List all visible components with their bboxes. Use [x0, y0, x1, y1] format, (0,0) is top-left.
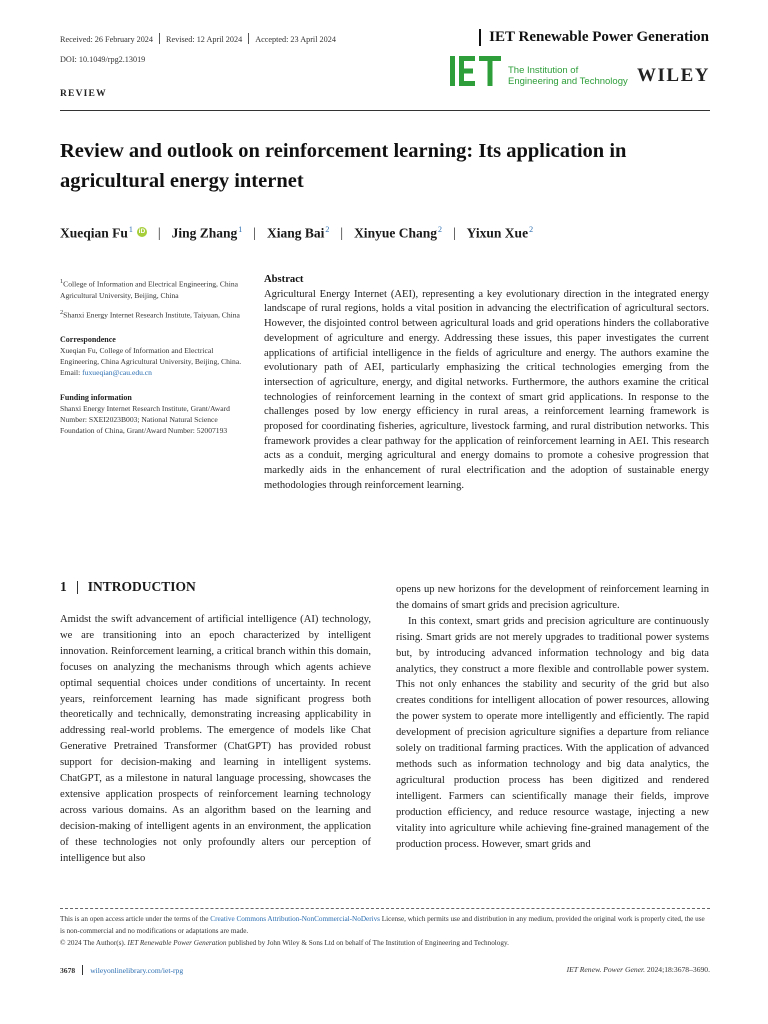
received-date: Received: 26 February 2024 [60, 35, 153, 44]
body-column-left: Amidst the swift advancement of artificial intelligence (AI) technology, we are transitioning into an epoch characterized by intelligent innovation. Reinforcement learning, a critical branch within this domain, focuses on analyzing the mechanisms through which agents achieve optimal sequential choices under conditions of uncertainty. In recent years, reinforcement learning has made significant progress both theoretically and technically, demonstrating increasing applicability in addressing real-world problems. The emergence of models like Chat Generative Pretrained Transformer (ChatGPT) has provided robust support for decision-making and learning in intelligent systems. ChatGPT, as a milestone in natural language processing, showcases the extensive application prospects of reinforcement learning technology across various domains. As an algorithm based on the learning and decision-making of intelligent agents in an environment, the application of these technologies not only profoundly alters our perception of intelligence but also [60, 614, 371, 864]
author-name[interactable]: Yixun Xue$^2$ [466, 225, 534, 241]
email-link[interactable]: fuxueqian@cau.edu.cn [82, 368, 152, 378]
accepted-date: Accepted: 23 April 2024 [255, 35, 336, 44]
affiliation: $^2$Shanxi Energy Internet Research Institute, Taiyuan, China [60, 308, 240, 320]
email-line: Email: fuxueqian@cau.edu.cn [60, 368, 152, 378]
divider: | [253, 225, 256, 241]
affiliation: $^1$College of Information and Electrical Engineering, China Agricultural University, Beijing, China [60, 278, 238, 300]
iet-name [508, 66, 628, 87]
license-notice [60, 913, 710, 949]
divider [479, 29, 481, 46]
funding-heading: Funding information [60, 393, 132, 403]
journal-website-link[interactable]: wileyonlinelibrary.com/iet-rpg [90, 966, 184, 975]
license-link[interactable]: Creative Commons Attribution-NonCommercial-NoDerivs [210, 915, 380, 923]
wiley-logo: WILEY [637, 65, 710, 86]
abstract-text: Agricultural Energy Internet (AEI), representing a key evolutionary direction in the integrated energy landscape of rural regions, holds a vital position in advancing the electrification of agricultural sectors. However, the disjointed control between agricultural loads and grid operations hinders the collaborative development of agriculture and energy. Addressing these issues, this paper investigates the current applications of artificial intelligence in the fields of agriculture and energy. The authors examine the evolutionary path of AEI, particularly emphasizing the critical technologies emerging from the intersection of agriculture, energy, and digital networks. Furthermore, the authors examine the critical technologies of reinforcement learning in the context of smart grid applications. In response to the challenges posed by low energy efficiency in rural areas, a reinforcement learning framework is proposed for coordinating fisheries, agriculture, livestock farming, and rural distribution networks. This framework provides a clear pathway for the application of reinforcement learning in AEI. This research acts as a conduit, merging agricultural and energy domains to promote a cohesive progression that markedly aids in the enhancement of rural electrification and the adoption of sustainable energy methodologies through reinforcement learning. [264, 288, 709, 491]
body-column-right [396, 582, 709, 852]
journal-name [479, 29, 709, 46]
author-name[interactable]: Jing Zhang$^1$ [171, 225, 243, 241]
article-type: REVIEW [60, 89, 107, 99]
divider: | [452, 225, 456, 241]
paragraph: opens up new horizons for the development of reinforcement learning in the domains of smart grids and precision agriculture. [396, 584, 709, 611]
doi[interactable]: DOI: 10.1049/rpg2.13019 [60, 55, 146, 64]
abstract [264, 273, 709, 494]
abstract-heading: Abstract [264, 274, 304, 285]
author-list [60, 225, 533, 242]
divider [77, 581, 78, 594]
copyright-text: © 2024 The Author(s). IET Renewable Power Generation published by John Wiley & Sons Ltd on behalf of The Institution of Engineering and Technology. [60, 939, 509, 947]
correspondence-heading: Correspondence [60, 335, 116, 345]
section-heading [60, 579, 196, 595]
divider: | [340, 225, 344, 241]
article-dates [60, 33, 336, 44]
iet-line-2: Engineering and Technology [508, 75, 628, 87]
orcid-icon[interactable]: iD [138, 228, 146, 236]
license-text: This is an open access article under the terms of the Creative Commons Attribution-NonCommercial-NoDerivs License, which permits use and distribution in any medium, provided the original work is properly cited, the use is non-commercial and no modifications or adaptations are made. [60, 915, 705, 935]
page-footer [60, 965, 710, 975]
section-title: INTRODUCTION [87, 579, 196, 594]
divider [82, 965, 83, 975]
publisher-logos [450, 56, 710, 88]
iet-line-1: The Institution of [508, 65, 579, 76]
section-number: 1 [60, 579, 67, 594]
divider [159, 33, 160, 44]
article-info-sidebar [60, 276, 250, 436]
divider: | [157, 225, 161, 241]
page-title: Review and outlook on reinforcement learning: Its application in agricultural energy internet [60, 140, 627, 192]
citation: IET Renew. Power Gener. 2024;18:3678–3690. [566, 965, 710, 974]
author-name[interactable]: Xinyue Chang$^2$ [354, 225, 442, 241]
divider [60, 908, 710, 909]
paragraph: In this context, smart grids and precision agriculture are continuously rising. Smart grids are not merely upgrades to traditional power systems but, by introducing advanced information technology and big data analytics, they construct a more flexible and controllable power system. This not only enhances the stability and security of the grid but also creates conditions for intelligent allocation of power resources, allowing the power system to operate more intelligently and efficiently. The rapid development of precision agriculture signifies a departure from reliance solely on traditional farming practices. With the application of advanced methods such as information technology and big data analytics, the agricultural production process has been digitized and rendered intelligent. Farmers can scientifically manage their fields, improve production efficiency, and reduce resource wastage, injecting a new vitality into agriculture while achieving fine-grained management of the production process. However, smart grids and [396, 615, 709, 850]
correspondence-text: Xueqian Fu, College of Information and Electrical Engineering, China Agricultural University, Beijing, China. [60, 346, 242, 367]
divider [60, 110, 710, 111]
revised-date: Revised: 12 April 2024 [166, 35, 243, 44]
iet-logo-icon [450, 56, 504, 86]
author-name[interactable]: Xiang Bai$^2$ [266, 225, 330, 241]
divider [248, 33, 249, 44]
page-number: 3678 [60, 966, 76, 975]
funding-text: Shanxi Energy Internet Research Institute, Grant/Award Number: SXEI2023B003; National Natural Science Foundation of China, Grant/Award Number: 52007193 [60, 404, 230, 436]
author-name[interactable]: Xueqian Fu$^1$ [60, 225, 133, 241]
journal-title: IET Renewable Power Generation [489, 29, 709, 45]
